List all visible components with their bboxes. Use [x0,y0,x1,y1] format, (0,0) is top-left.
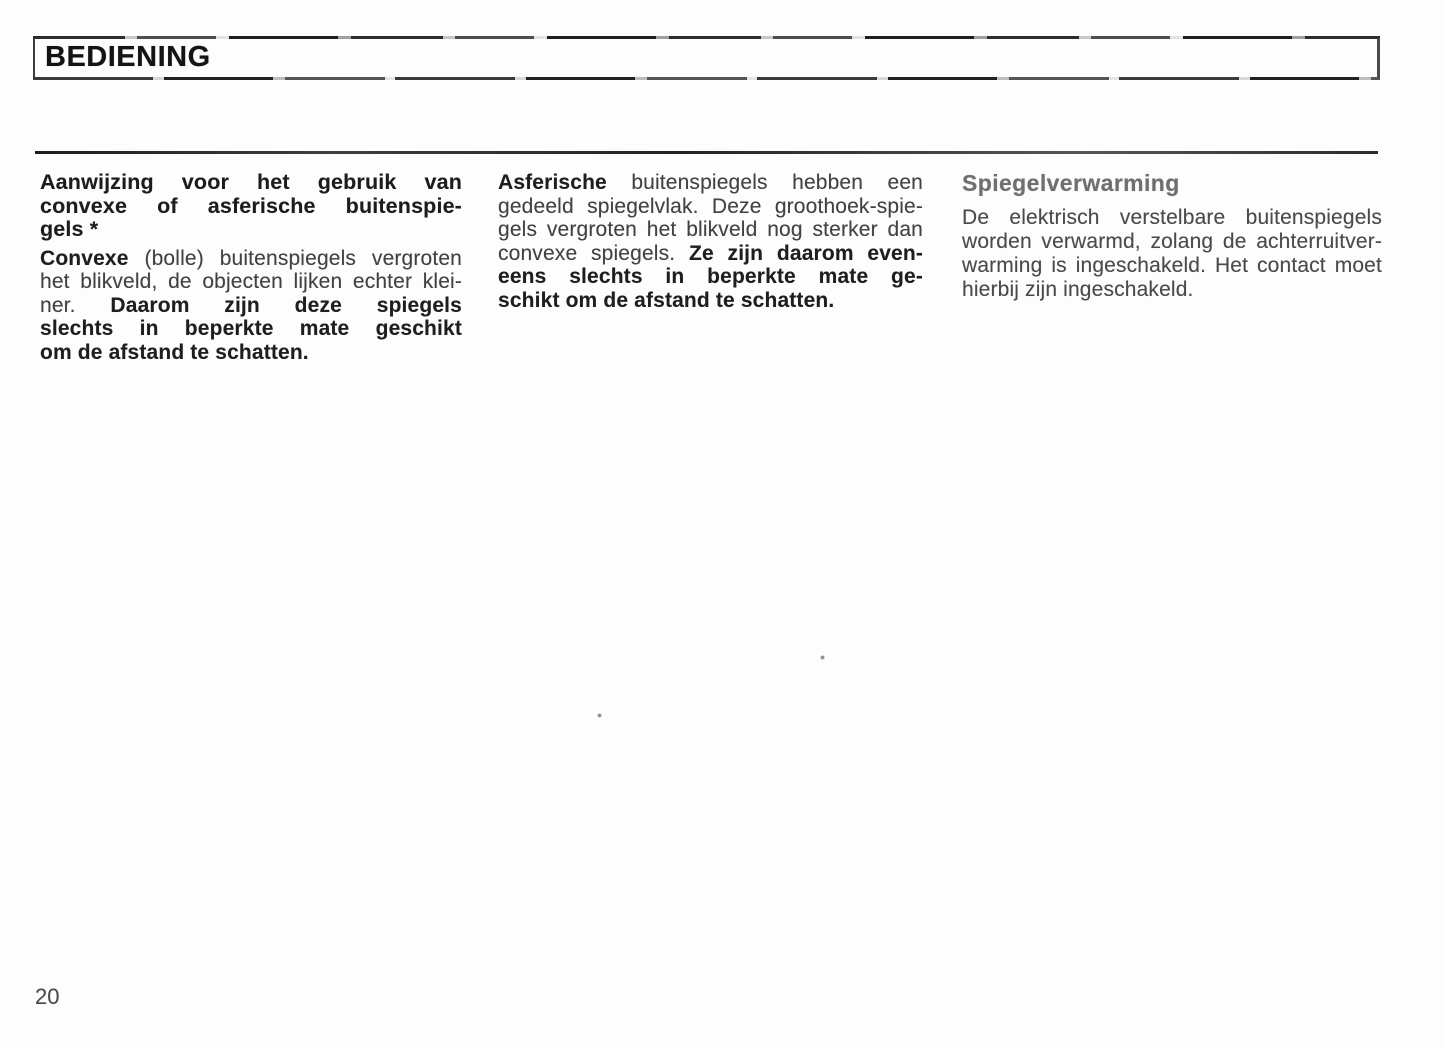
scan-speck [820,655,825,660]
body-line [40,247,462,271]
bold-lead: Asferische [498,171,607,194]
body-line: het blikveld, de objecten lijken echter klei- [40,270,462,293]
column3-heading: Spiegelverwarming [962,170,1180,196]
body-line: schikt om de afstand te schatten. [498,288,835,312]
scan-speck [597,713,602,718]
body-line [498,171,923,195]
heading-line: Aanwijzing voor het gebruik van [40,170,462,194]
body-text: (bolle) buitenspiegels vergroten [128,246,462,270]
body-line: worden verwarmd, zolang de achterruitver- [962,230,1382,253]
body-line: De elektrisch verstelbare buitenspiegels [962,206,1382,229]
header-box-bottom-border [33,77,1380,80]
body-text: ner. [40,293,111,317]
column3-paragraph [962,206,1382,302]
body-line [498,242,923,266]
body-line: om de afstand te schatten. [40,340,309,364]
column2-paragraph [498,171,923,312]
column1-paragraph [40,247,462,365]
header-divider-rule [35,151,1378,154]
header-box-left-border [33,38,35,78]
body-line: slechts in beperkte mate geschikt [40,317,462,340]
bold-lead: Convexe [40,246,129,270]
body-line [40,294,462,318]
body-line: hierbij zijn ingeschakeld. [962,278,1194,301]
column1-heading [40,171,462,242]
header-box-top-border [33,36,1380,39]
page-number: 20 [35,984,60,1009]
body-line: eens slechts in beperkte mate ge- [498,265,923,288]
body-text: buitenspiegels hebben een [606,171,923,194]
section-header-box [35,38,1376,78]
column-1 [40,171,462,364]
section-title: BEDIENING [45,41,211,73]
column-2 [498,171,923,312]
body-line: gedeeld spiegelvlak. Deze groothoek-spie- [498,194,923,218]
body-text: convexe spiegels. [498,241,689,265]
header-box-right-border [1377,38,1380,78]
bold-text: Ze zijn daarom even- [689,241,924,265]
bold-text: Daarom zijn deze spiegels [110,293,462,317]
heading-line: convexe of asferische buitenspie- [40,193,462,218]
column-3 [962,171,1382,302]
body-line: gels vergroten het blikveld nog sterker dan [498,218,923,241]
body-line: warming is ingeschakeld. Het contact moet [962,254,1382,277]
heading-line: gels * [40,217,99,241]
